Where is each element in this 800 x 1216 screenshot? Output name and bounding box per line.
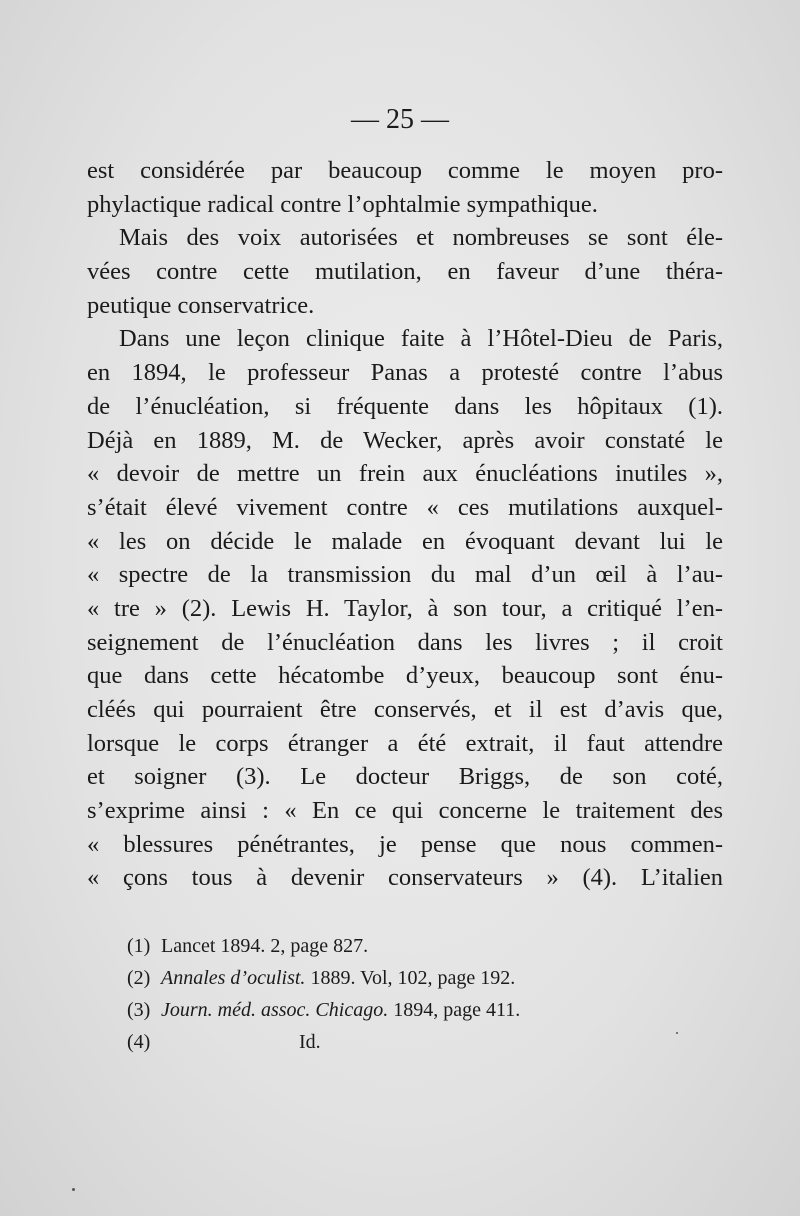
- footnote-mark: (2): [127, 967, 151, 989]
- text-line: s’exprime ainsi : « En ce qui concerne le traitement des: [87, 797, 723, 825]
- footnote-mark: (1): [127, 935, 151, 957]
- body-text: [87, 154, 723, 895]
- footnote: [127, 930, 647, 962]
- footnote-mark: (3): [127, 999, 151, 1021]
- text-line: est considérée par beaucoup comme le moyen pro-: [87, 157, 723, 184]
- footnote-text: Lancet 1894. 2, page 827.: [161, 935, 369, 957]
- print-speck: [72, 1188, 75, 1191]
- footnote-text: Id.: [299, 1031, 321, 1053]
- footnote: [127, 994, 647, 1026]
- text-line: « les on décide le malade en évoquant devant lui le: [87, 527, 723, 555]
- text-line: vées contre cette mutilation, en faveur d’une théra-: [87, 258, 723, 286]
- text-line: « spectre de la transmission du mal d’un œil à l’au-: [87, 561, 723, 589]
- text-line: de l’énucléation, si fréquente dans les hôpitaux (1).: [87, 392, 723, 420]
- text-line: « çons tous à devenir conservateurs » (4). L’italien: [87, 864, 723, 892]
- text-line: lorsque le corps étranger a été extrait, il faut attendre: [87, 729, 723, 757]
- footnote-italic: Annales d’oculist.: [161, 967, 306, 989]
- text-line: Mais des voix autorisées et nombreuses se sont éle-: [119, 224, 723, 252]
- text-line: « devoir de mettre un frein aux énucléations inutiles »,: [87, 460, 723, 488]
- print-speck: [676, 1032, 678, 1034]
- text-line: en 1894, le professeur Panas a protesté contre l’abus: [87, 359, 723, 387]
- text-line: phylactique radical contre l’ophtalmie sympathique.: [87, 190, 598, 218]
- text-line: que dans cette hécatombe d’yeux, beaucoup sont énu-: [87, 662, 723, 690]
- footnote-mark: (4): [127, 1031, 151, 1053]
- text-line: cléés qui pourraient être conservés, et il est d’avis que,: [87, 696, 723, 723]
- footnote: [127, 1026, 647, 1058]
- text-line: seignement de l’énucléation dans les livres ; il croit: [87, 628, 723, 656]
- footnote-text: 1889. Vol, 102, page 192.: [305, 967, 516, 989]
- text-line: s’était élevé vivement contre « ces mutilations auxquel-: [87, 493, 723, 521]
- footnotes: [127, 930, 647, 1058]
- page-number: — 25 —: [351, 104, 449, 135]
- text-line: « blessures pénétrantes, je pense que nous commen-: [87, 830, 723, 858]
- footnote-text: 1894, page 411.: [388, 999, 521, 1021]
- footnote: [127, 962, 647, 994]
- text-line: Déjà en 1889, M. de Wecker, après avoir constaté le: [87, 426, 723, 454]
- footnote-italic: Journ. méd. assoc. Chicago.: [161, 999, 389, 1021]
- text-line: « tre » (2). Lewis H. Taylor, à son tour, a critiqué l’en-: [87, 594, 723, 622]
- text-line: et soigner (3). Le docteur Briggs, de son coté,: [87, 763, 723, 791]
- text-line: peutique conservatrice.: [87, 291, 315, 319]
- text-line: Dans une leçon clinique faite à l’Hôtel-Dieu de Paris,: [119, 325, 723, 353]
